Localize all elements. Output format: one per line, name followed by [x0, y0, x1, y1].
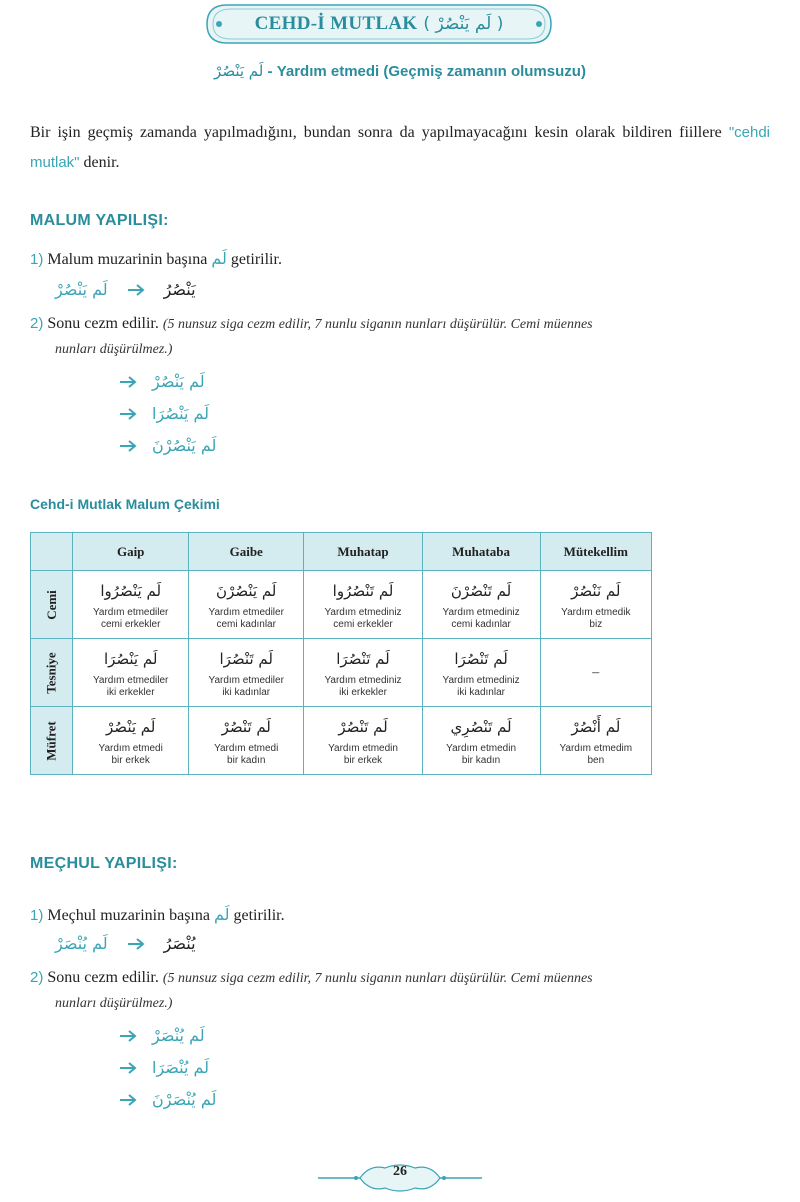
- malum-result-2: [118, 404, 209, 423]
- mechul-result-1: [118, 1026, 205, 1045]
- result-form: لَم يَنْصُرْنَ: [152, 436, 217, 455]
- cell-meaning: Yardım etmedin: [328, 742, 398, 754]
- right-arrow-icon: [118, 375, 138, 389]
- col-header-gaip: Gaip: [73, 533, 189, 571]
- table-cell: [188, 707, 304, 775]
- intro-text-before: Bir işin geçmiş zamanda yapılmadığını, bundan sonra da yapılmayacağını kesin olarak bildiren fiillere: [30, 124, 729, 141]
- cell-arabic: لَم نَنْصُرْ: [571, 581, 621, 600]
- cell-person: cemi erkekler: [100, 618, 161, 630]
- table-cell: [73, 707, 189, 775]
- right-arrow-icon: [118, 407, 138, 421]
- mechul-step-1: [30, 902, 285, 929]
- table-cell: [304, 639, 422, 707]
- page-title: CEHD-İ MUTLAK: [254, 13, 418, 34]
- cell-arabic: لَم تَنْصُرْنَ: [450, 581, 512, 600]
- step-text: Sonu cezm edilir.: [47, 315, 163, 332]
- cell-meaning: Yardım etmediler: [92, 674, 169, 686]
- table-cell: [422, 571, 540, 639]
- step-note: (5 nunsuz siga cezm edilir, 7 nunlu siganın nunları düşürülür. Cemi müennes: [162, 971, 593, 986]
- cell-meaning: Yardım etmedi: [214, 742, 279, 754]
- cell-meaning: Yardım etmediniz: [324, 606, 402, 618]
- table-cell: [422, 639, 540, 707]
- step-number: 2): [30, 969, 44, 986]
- mechul-step-2-note-cont: nunları düşürülmez.): [55, 996, 173, 1011]
- step-text: Meçhul muzarinin başına: [47, 907, 214, 924]
- example-result: لَم يَنْصُرْ: [55, 280, 108, 299]
- intro-text-after: denir.: [79, 154, 120, 171]
- row-label: Tesniye: [43, 651, 59, 694]
- intro-term: "cehdi mutlak": [30, 124, 770, 171]
- cell-person: iki erkekler: [106, 686, 155, 698]
- step-note: (5 nunsuz siga cezm edilir, 7 nunlu siganın nunları düşürülür. Cemi müennes: [162, 317, 593, 332]
- step-arabic: لَم: [213, 905, 230, 924]
- cell-person: bir kadın: [227, 754, 266, 766]
- table-row: [31, 571, 652, 639]
- malum-example-row: [55, 280, 196, 299]
- row-label: Müfret: [43, 720, 59, 761]
- mechul-result-2: [118, 1058, 209, 1077]
- malum-step-2-note-cont: nunları düşürülmez.): [55, 342, 173, 357]
- cell-arabic: لَم يَنْصُرُوا: [100, 581, 162, 600]
- mechul-example-row: [55, 934, 196, 953]
- col-header-muhataba: Muhataba: [422, 533, 540, 571]
- table-cell: [540, 639, 651, 707]
- cell-person: cemi kadınlar: [451, 618, 511, 630]
- table-cell: [304, 707, 422, 775]
- cell-meaning: Yardım etmedik: [561, 606, 631, 618]
- cell-person: iki kadınlar: [457, 686, 505, 698]
- cell-arabic: لَم تَنْصُرَا: [219, 649, 273, 668]
- right-arrow-icon: [126, 937, 146, 951]
- cell-meaning: Yardım etmedim: [559, 742, 633, 754]
- row-label: Cemi: [43, 589, 59, 620]
- col-header-muhatap: Muhatap: [304, 533, 422, 571]
- result-form: لَم يُنْصَرْنَ: [152, 1090, 217, 1109]
- table-cell: [304, 571, 422, 639]
- row-header-cemi: [31, 571, 73, 639]
- table-cell: [73, 639, 189, 707]
- subtitle-text: - Yardım etmedi (Geçmiş zamanın olumsuzu): [263, 63, 586, 80]
- malum-result-3: [118, 436, 216, 455]
- cell-meaning: Yardım etmedin: [446, 742, 516, 754]
- col-header-gaibe: Gaibe: [188, 533, 304, 571]
- mechul-step-2: [30, 965, 593, 992]
- cell-arabic: لَم تَنْصُرَا: [454, 649, 508, 668]
- step-arabic: لَم: [211, 249, 227, 268]
- page-number: 26: [393, 1164, 407, 1179]
- example-source: يَنْصُرُ: [163, 280, 196, 299]
- page-title-arabic: ( لَم يَنْصُرْ ): [423, 14, 504, 34]
- cell-arabic: لَم أَنْصُرْ: [571, 717, 621, 736]
- cell-person: bir erkek: [343, 754, 383, 766]
- title-banner: [205, 3, 553, 45]
- cell-meaning: Yardım etmedi: [98, 742, 163, 754]
- col-header-mutekellim: Mütekellim: [540, 533, 651, 571]
- conjugation-table: [30, 532, 652, 775]
- cell-meaning: Yardım etmediler: [208, 674, 284, 686]
- cell-meaning: Yardım etmediler: [208, 606, 284, 618]
- table-row: [31, 707, 652, 775]
- malum-step-2: [30, 311, 593, 338]
- step-number: 1): [30, 907, 44, 924]
- right-arrow-icon: [118, 1093, 138, 1107]
- subtitle-arabic: لَم يَنْصُرْ: [214, 62, 264, 80]
- result-form: لَم يَنْصُرَا: [152, 404, 210, 423]
- table-cell: [540, 571, 651, 639]
- subtitle: [0, 62, 800, 80]
- mechul-result-3: [118, 1090, 216, 1109]
- table-cell: [73, 571, 189, 639]
- cell-meaning: Yardım etmediniz: [324, 674, 402, 686]
- malum-result-1: [118, 372, 205, 391]
- cell-meaning: Yardım etmediniz: [442, 606, 520, 618]
- cell-arabic: لَم تَنْصُرَا: [336, 649, 390, 668]
- cell-person: ben: [587, 754, 605, 766]
- row-header-mufret: [31, 707, 73, 775]
- row-header-tesniye: [31, 639, 73, 707]
- table-cell: [422, 707, 540, 775]
- step-text: Sonu cezm edilir.: [47, 969, 163, 986]
- table-row: [31, 639, 652, 707]
- cell-arabic: لَم يَنْصُرَا: [103, 649, 158, 668]
- cell-person: cemi erkekler: [333, 618, 393, 630]
- result-form: لَم يَنْصُرْ: [152, 372, 205, 391]
- right-arrow-icon: [118, 1029, 138, 1043]
- cell-person: iki kadınlar: [222, 686, 271, 698]
- right-arrow-icon: [118, 1061, 138, 1075]
- cell-person: biz: [589, 618, 603, 630]
- step-number: 2): [30, 315, 44, 332]
- table-cell: [540, 707, 651, 775]
- cell-arabic: لَم تَنْصُرْ: [221, 717, 271, 736]
- mechul-heading: MEÇHUL YAPILIŞI:: [30, 855, 178, 872]
- intro-paragraph: [30, 118, 770, 178]
- cell-person: bir erkek: [111, 754, 150, 766]
- cell-empty-dash: –: [592, 664, 600, 680]
- step-number: 1): [30, 251, 44, 268]
- malum-step-1: [30, 246, 282, 273]
- cell-meaning: Yardım etmediler: [92, 606, 169, 618]
- table-header-row: [31, 533, 652, 571]
- cell-meaning: Yardım etmediniz: [442, 674, 520, 686]
- cell-arabic: لَم يَنْصُرْ: [106, 717, 156, 736]
- table-title: Cehd-i Mutlak Malum Çekimi: [30, 496, 220, 512]
- result-form: لَم يُنْصَرَا: [152, 1058, 210, 1077]
- right-arrow-icon: [126, 283, 146, 297]
- step-tail: getirilir.: [226, 251, 282, 268]
- malum-heading: MALUM YAPILIŞI:: [30, 212, 169, 229]
- cell-arabic: لَم تَنْصُرْ: [338, 717, 388, 736]
- table-cell: [188, 571, 304, 639]
- cell-person: iki erkekler: [339, 686, 387, 698]
- result-form: لَم يُنْصَرْ: [152, 1026, 205, 1045]
- cell-arabic: لَم تَنْصُرِي: [450, 717, 512, 736]
- step-text: Malum muzarinin başına: [47, 251, 212, 268]
- cell-arabic: لَم يَنْصُرْنَ: [216, 581, 277, 600]
- right-arrow-icon: [118, 439, 138, 453]
- cell-person: cemi kadınlar: [216, 618, 276, 630]
- cell-arabic: لَم تَنْصُرُوا: [332, 581, 394, 600]
- table-corner: [31, 533, 73, 571]
- example-source: يُنْصَرُ: [163, 934, 196, 953]
- step-tail: getirilir.: [229, 907, 285, 924]
- example-result: لَم يُنْصَرْ: [55, 934, 108, 953]
- table-cell: [188, 639, 304, 707]
- cell-person: bir kadın: [461, 754, 501, 766]
